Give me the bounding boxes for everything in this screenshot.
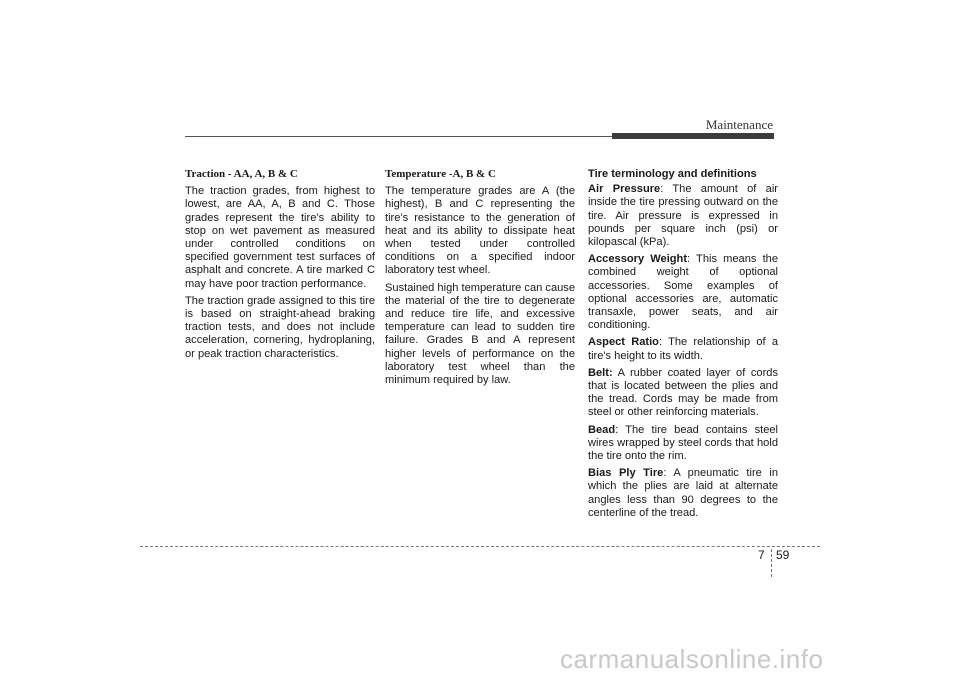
watermark: carmanualsonline.info [560, 644, 824, 674]
column-traction [185, 168, 375, 365]
chapter-number: 7 [758, 548, 765, 562]
column-temperature [385, 168, 575, 391]
terminology-heading: Tire terminology and definitions [588, 168, 757, 180]
definition-bias-ply-tire [588, 467, 778, 520]
definition-accessory-weight [588, 253, 778, 332]
temperature-paragraph: Sustained high temperature can cause the material of the tire to degenerate and reduce tire life, and excessive temperature can lead to sudden tire failure. Grades B and A represent higher levels of performance on the laboratory test wheel than the minimum required by law. [385, 281, 575, 387]
definition-belt [588, 367, 778, 420]
definition-bead [588, 424, 778, 464]
term-definition: A rubber coated layer of cords that is located between the plies and the tread. Cords may be made from steel or other reinforcing materials. [588, 366, 778, 419]
traction-heading: Traction - AA, A, B & C [185, 168, 298, 180]
term-label: Air Pressure [588, 183, 661, 196]
page-separator [771, 549, 772, 577]
term-label: Accessory Weight [588, 253, 688, 266]
term-separator: : [615, 423, 626, 436]
temperature-heading: Temperature -A, B & C [385, 168, 496, 180]
term-label: Aspect Ratio [588, 336, 659, 349]
definition-air-pressure [588, 183, 778, 249]
term-label: Bias Ply Tire [588, 467, 664, 480]
header-rule [185, 136, 615, 137]
temperature-paragraph: The temperature grades are A (the highest), B and C representing the tire’s resistance to the generation of heat and its ability to dissipate heat when tested under controlled conditions on a specified indoor laboratory test wheel. [385, 185, 575, 277]
term-definition: This means the combined weight of optional accessories. Some examples of optional accessories are, automatic transaxle, power seats, and air conditioning. [588, 253, 778, 332]
term-definition: The relationship of a tire's height to its width. [588, 336, 778, 362]
term-separator: : [658, 336, 669, 349]
section-title: Maintenance [705, 117, 773, 132]
term-label: Belt: [588, 366, 613, 379]
term-separator: : [663, 467, 674, 480]
traction-paragraph: The traction grades, from highest to lowest, are AA, A, B and C. Those grades represent the tire’s ability to stop on wet pavement as measured under controlled conditions on specified government test surfaces of asphalt and concrete. A tire marked C may have poor traction performance. [185, 185, 375, 290]
definition-aspect-ratio [588, 336, 778, 362]
page-number: 59 [776, 548, 790, 562]
term-definition: A pneumatic tire in which the plies are laid at alternate angles less than 90 degrees to the centerline of the tread. [588, 467, 778, 519]
footer-dashed-rule [140, 546, 820, 547]
traction-paragraph: The traction grade assigned to this tire is based on straight-ahead braking traction tests, and does not include acceleration, cornering, hydroplaning, or peak traction characteristics. [185, 294, 375, 360]
term-definition: The amount of air inside the tire pressing outward on the tire. Air pressure is expressed in pounds per square inch (psi) or kilopascal (kPa). [588, 183, 778, 249]
term-definition: The tire bead contains steel wires wrapped by steel cords that hold the tire onto the rim. [588, 423, 778, 463]
header-rule-accent [612, 133, 774, 139]
column-terminology [588, 168, 778, 524]
term-separator: : [660, 183, 673, 196]
term-label: Bead [588, 423, 616, 436]
term-separator: : [687, 253, 697, 266]
